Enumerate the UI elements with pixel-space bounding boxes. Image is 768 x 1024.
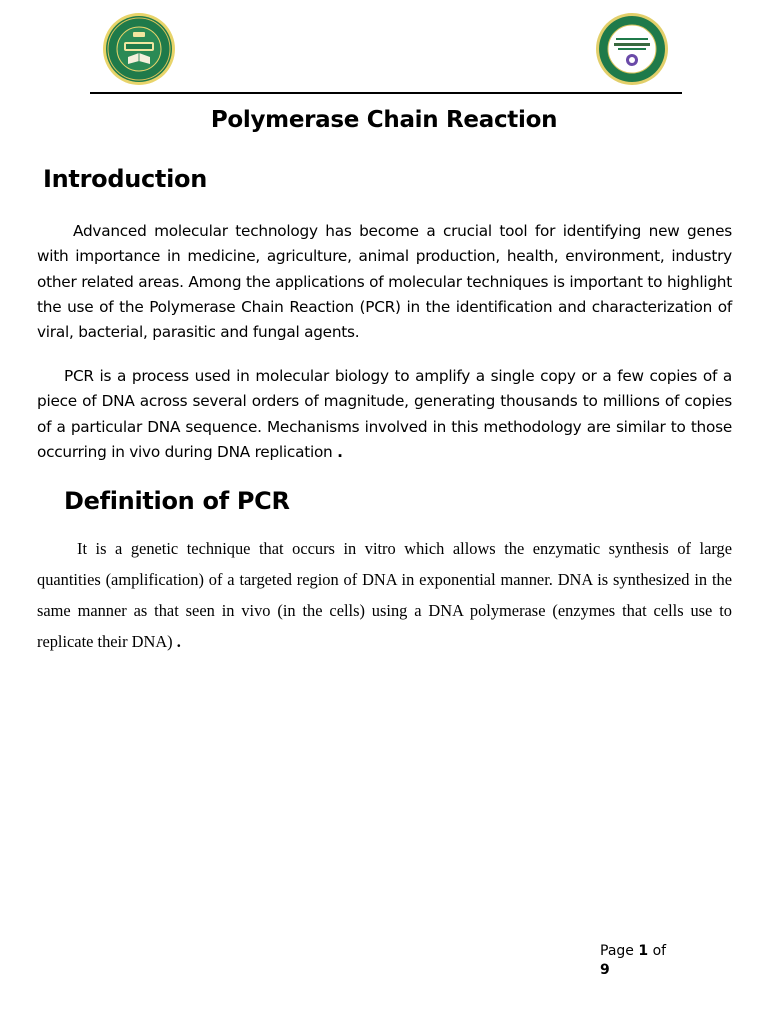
intro-paragraph-2-end-mark: . [337,442,343,461]
page-number-footer [600,942,690,980]
document-title: Polymerase Chain Reaction [210,107,558,133]
university-seal-logo [102,12,176,86]
section-heading-definition: Definition of PCR [64,487,290,515]
section-heading-introduction: Introduction [43,165,207,193]
page-label: Page [600,943,634,959]
page-number: 1 [638,943,649,959]
college-seal-logo [593,12,667,86]
intro-paragraph-1-text: Advanced molecular technology has become a crucial tool for identifying new genes with importance in medicine, agriculture, animal production, health, environment, industry other related areas. Among the applications of molecular techniques is important to highlight the use of the Polymerase Chain Reaction (PCR) in the identification and characterization of viral, bacterial, parasitic and fungal agents. [37,222,732,342]
definition-paragraph-text: It is a genetic technique that occurs in vitro which allows the enzymatic synthesis of large quantities (amplification) of a targeted region of DNA in exponential manner. DNA is synthesized in the same manner as that seen in vivo (in the cells) using a DNA polymerase (enzymes that cells use to replicate their DNA) [37,539,732,651]
intro-paragraph-2 [37,364,732,465]
of-label: of [652,943,667,959]
definition-paragraph [37,533,732,657]
intro-paragraph-2-text: PCR is a process used in molecular biology to amplify a single copy or a few copies of a piece of DNA across several orders of magnitude, generating thousands to millions of copies of a particular DNA sequence. Mechanisms involved in this methodology are similar to those occurring in vivo during DNA replication [37,367,732,461]
total-pages: 9 [600,962,610,978]
intro-paragraph-1 [37,219,732,345]
definition-paragraph-end-mark: . [176,632,181,651]
header-divider [90,92,682,94]
